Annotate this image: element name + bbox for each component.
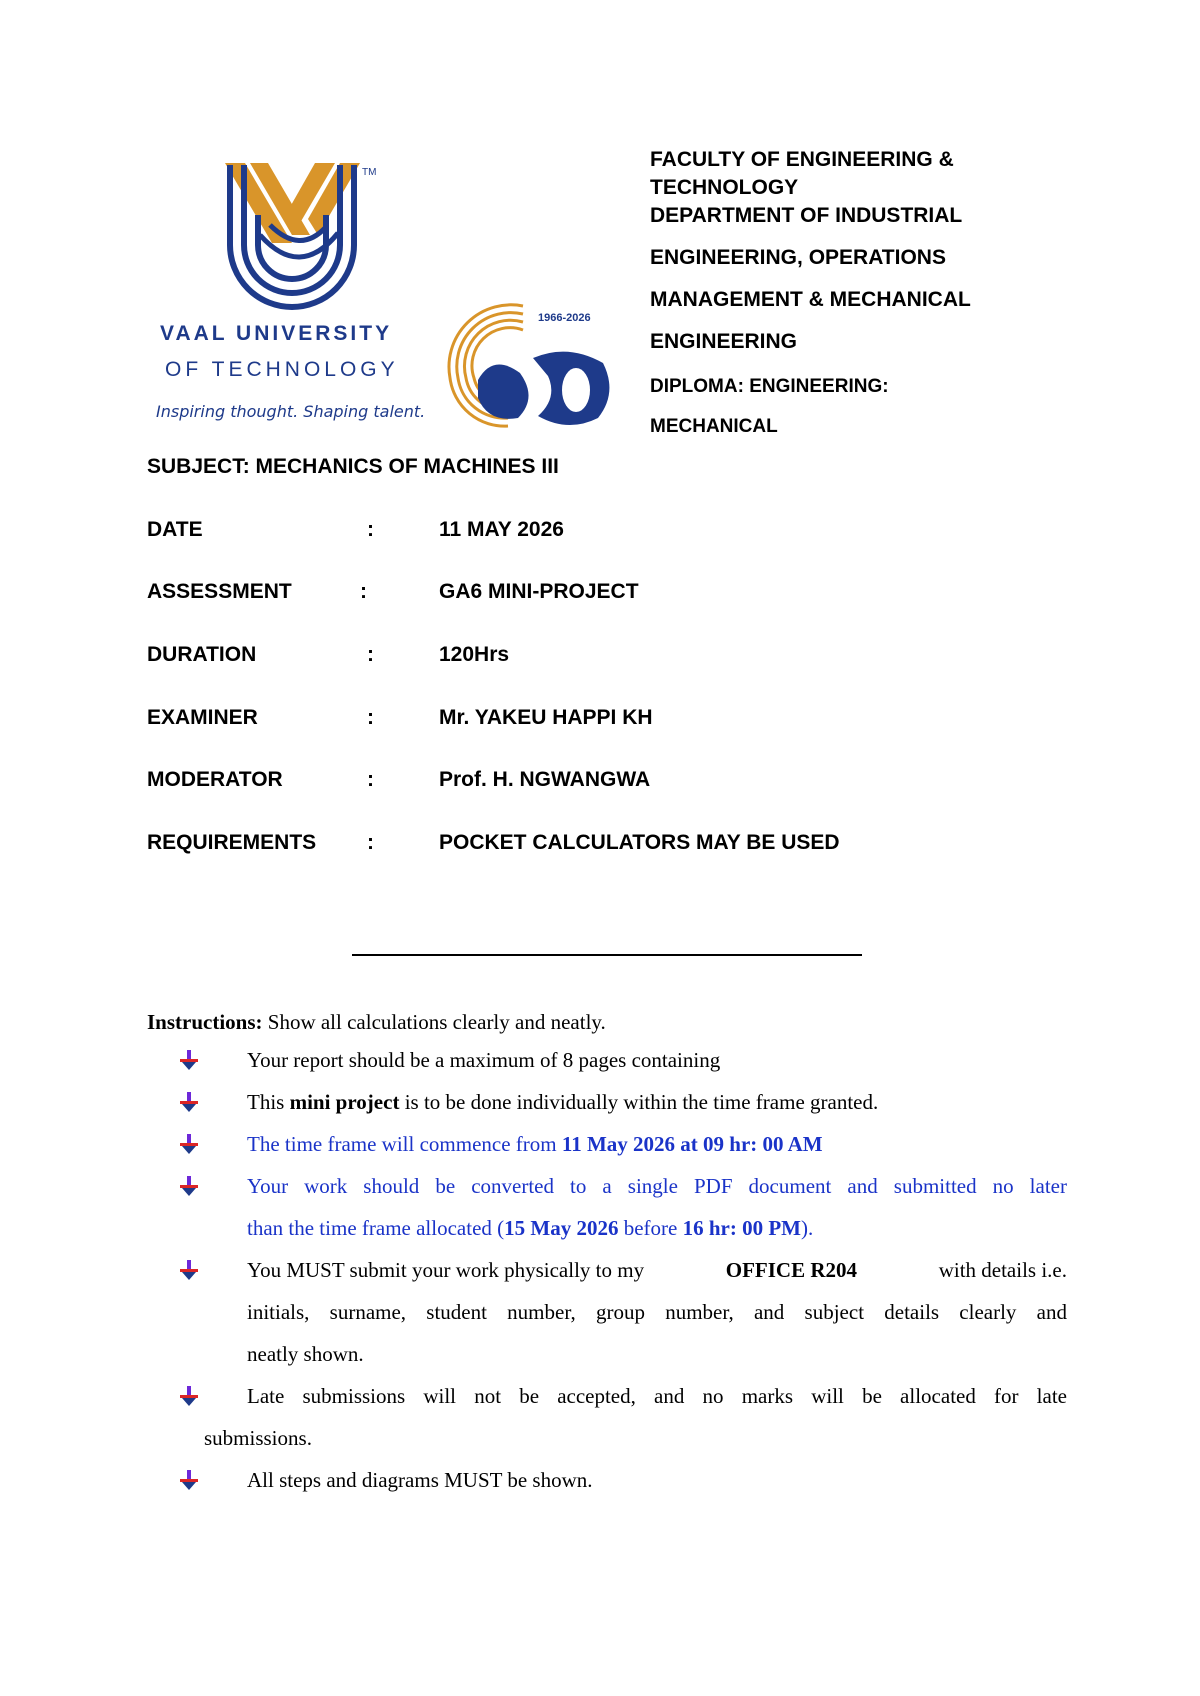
department-line2: ENGINEERING, OPERATIONS bbox=[650, 246, 946, 269]
instructions-intro-text: Show all calculations clearly and neatly. bbox=[262, 1010, 606, 1034]
detail-label: MODERATOR bbox=[147, 768, 283, 791]
instruction-item-5-line2: initials, surname, student number, group number, and subject details clearly and bbox=[247, 1300, 1067, 1324]
detail-label: REQUIREMENTS bbox=[147, 831, 317, 854]
faculty-line2: TECHNOLOGY bbox=[650, 176, 799, 199]
text-bold-segment: mini project bbox=[289, 1090, 400, 1114]
detail-value: POCKET CALCULATORS MAY BE USED bbox=[439, 831, 840, 854]
instruction-item-5-line3: neatly shown. bbox=[247, 1342, 364, 1366]
instructions-intro bbox=[147, 1010, 606, 1035]
text-bold-segment: OFFICE R204 bbox=[725, 1258, 858, 1282]
text-segment: with details i.e. bbox=[938, 1258, 1067, 1282]
detail-label: DATE bbox=[147, 518, 203, 541]
text-segment: than the time frame allocated ( bbox=[247, 1216, 505, 1240]
instruction-item-7: All steps and diagrams MUST be shown. bbox=[247, 1468, 593, 1492]
detail-value: Prof. H. NGWANGWA bbox=[439, 768, 651, 791]
instruction-item-1: Your report should be a maximum of 8 pages containing bbox=[247, 1048, 721, 1072]
arrow-bullet-icon bbox=[180, 1470, 198, 1490]
department-line4: ENGINEERING bbox=[650, 330, 798, 353]
instruction-item-4-line1: Your work should be converted to a single PDF document and submitted no later bbox=[247, 1174, 1067, 1198]
logo-name-line2: OF TECHNOLOGY bbox=[165, 358, 399, 381]
detail-value: Mr. YAKEU HAPPI KH bbox=[439, 706, 653, 729]
detail-colon: : bbox=[360, 580, 367, 603]
arrow-bullet-icon bbox=[180, 1260, 198, 1280]
text-segment: before bbox=[618, 1216, 683, 1240]
department-line1: DEPARTMENT OF INDUSTRIAL bbox=[650, 204, 963, 227]
arrow-bullet-icon bbox=[180, 1386, 198, 1406]
department-line3: MANAGEMENT & MECHANICAL bbox=[650, 288, 971, 311]
detail-label: ASSESSMENT bbox=[147, 580, 292, 603]
arrow-bullet-icon bbox=[180, 1050, 198, 1070]
logo-name-line1: VAAL UNIVERSITY bbox=[160, 322, 393, 345]
detail-colon: : bbox=[367, 706, 374, 729]
divider-line bbox=[352, 954, 862, 956]
detail-label: EXAMINER bbox=[147, 706, 258, 729]
instruction-item-2 bbox=[247, 1081, 878, 1123]
detail-colon: : bbox=[367, 768, 374, 791]
text-bold-segment: 16 hr: 00 PM bbox=[682, 1216, 802, 1240]
detail-value: 11 MAY 2026 bbox=[439, 518, 564, 541]
university-logo-icon bbox=[150, 155, 435, 430]
instruction-item-6-line1: Late submissions will not be accepted, and no marks will be allocated for late bbox=[247, 1384, 1067, 1408]
text-segment: ). bbox=[801, 1216, 814, 1240]
instructions-heading: Instructions: bbox=[147, 1010, 263, 1034]
instruction-item-3 bbox=[247, 1123, 823, 1165]
svg-text:TM: TM bbox=[362, 167, 377, 178]
text-segment: This bbox=[247, 1090, 290, 1114]
faculty-line1: FACULTY OF ENGINEERING & bbox=[650, 148, 954, 171]
anniversary-60-logo-icon bbox=[438, 298, 618, 433]
logo-tagline: Inspiring thought. Shaping talent. bbox=[156, 402, 426, 421]
text-segment: The time frame will commence from bbox=[247, 1132, 562, 1156]
arrow-bullet-icon bbox=[180, 1176, 198, 1196]
detail-value: 120Hrs bbox=[439, 643, 510, 666]
text-segment: You MUST submit your work physically to my bbox=[247, 1258, 645, 1282]
arrow-bullet-icon bbox=[180, 1092, 198, 1112]
instruction-item-6-line2: submissions. bbox=[204, 1426, 312, 1450]
detail-label: DURATION bbox=[147, 643, 257, 666]
detail-colon: : bbox=[367, 643, 374, 666]
diploma-line2: MECHANICAL bbox=[650, 416, 778, 437]
text-segment: is to be done individually within the time frame granted. bbox=[399, 1090, 879, 1114]
detail-colon: : bbox=[367, 518, 374, 541]
arrow-bullet-icon bbox=[180, 1134, 198, 1154]
detail-colon: : bbox=[367, 831, 374, 854]
instruction-item-5-line1 bbox=[247, 1249, 1067, 1291]
detail-value: GA6 MINI-PROJECT bbox=[439, 580, 639, 603]
text-bold-segment: 15 May 2026 bbox=[504, 1216, 619, 1240]
anniversary-years: 1966-2026 bbox=[538, 312, 591, 324]
subject-title: SUBJECT: MECHANICS OF MACHINES III bbox=[147, 455, 559, 478]
text-bold-segment: 11 May 2026 at 09 hr: 00 AM bbox=[561, 1132, 823, 1156]
diploma-line1: DIPLOMA: ENGINEERING: bbox=[650, 376, 889, 397]
instruction-item-4-line2 bbox=[247, 1207, 813, 1249]
